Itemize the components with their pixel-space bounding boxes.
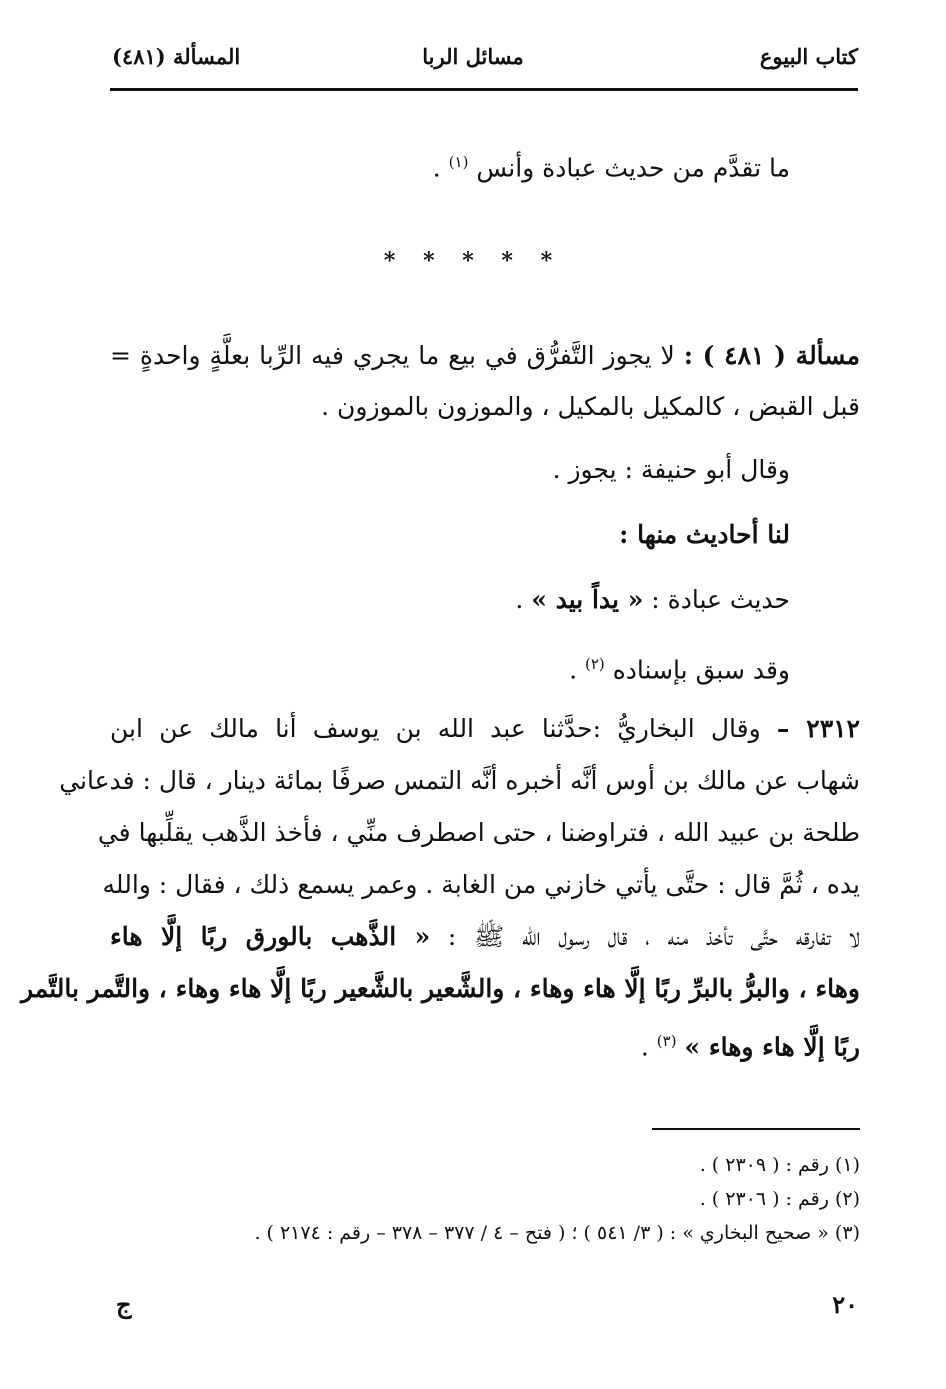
sabaqa-end: . — [569, 655, 578, 685]
section-divider-stars: * * * * * — [383, 248, 563, 274]
hadith-2312-line-5-text: لا تفارقه حتَّى تأخذ منه ، قال رسول الله ﷺ : — [447, 922, 860, 951]
issue-line-1-text: لا يجوز التَّفرُّق في بيع ما يجري فيه الرِّبا بعلَّةٍ واحدةٍ = — [110, 341, 675, 370]
signature-mark: ج — [116, 1290, 132, 1319]
hadith-ubada-line — [110, 576, 860, 624]
hadith-2312-line-3: طلحة بن عبيد الله ، فتراوضنا ، حتى اصطرف منِّي ، فأخذ الذَّهب يقلِّبها في — [97, 818, 860, 847]
hadith-ubada-end: . — [515, 585, 524, 614]
footnote-rule — [652, 1128, 860, 1130]
hadith-2312-line-1-text: وقال البخاريُّ :حدَّثنا عبد الله بن يوسف أنا مالك عن ابن — [110, 714, 761, 743]
page-number: ٢٠ — [832, 1290, 858, 1319]
hadith-2312-line-7 — [110, 1017, 860, 1065]
footnote-3: (٣) « صحيح البخاري » : ( ٣/ ٥٤١ ) ؛ ( فتح – ٤ / ٣٧٧ – ٣٧٨ – رقم : ٢١٧٤ ) . — [254, 1222, 860, 1244]
header-chapter-title: مسائل الربا — [422, 44, 524, 69]
hadith-2312-line-6: وهاء ، والبرُّ بالبرِّ ربًا إلَّا هاء وهاء ، والشَّعير بالشَّعير ربًا إلَّا هاء وهاء ، والتَّمر بالتَّمر — [20, 974, 860, 1003]
footnote-ref-3: (٣) — [656, 1032, 677, 1050]
hadith-number: ٢٣١٢ – — [776, 714, 860, 743]
header-issue-number: المسألة (٤٨١) — [112, 44, 241, 69]
abu-hanifa-line: وقال أبو حنيفة : يجوز . — [552, 455, 790, 484]
hadith-2312-line-2: شهاب عن مالك بن أوس أنَّه أخبره أنَّه التمس صرفًا بمائة دينار ، قال : فدعاني — [59, 766, 860, 795]
footnote-2: (٢) رقم : ( ٢٣٠٦ ) . — [699, 1188, 860, 1210]
hadith-2312-line-4: يده ، ثُمَّ قال : حتَّى يأتي خازني من الغابة . وعمر يسمع ذلك ، فقال : والله — [102, 870, 860, 899]
header-rule — [110, 88, 858, 91]
intro-end: . — [432, 153, 441, 183]
issue-line-2: قبل القبض ، كالمكيل بالمكيل ، والموزون بالموزون . — [321, 392, 860, 421]
intro-text: ما تقدَّم من حديث عبادة وأنس — [476, 153, 790, 183]
intro-line — [110, 138, 860, 186]
hadith-ubada-prefix: حديث عبادة : — [651, 585, 790, 614]
footnote-ref-2: (٢) — [584, 655, 605, 673]
hadith-2312-line-1 — [110, 705, 860, 753]
hadith-2312-line-7-text: ربًا إلَّا هاء وهاء » — [684, 1032, 860, 1062]
hadith-2312-line-7-end: . — [640, 1032, 649, 1062]
footnote-1: (١) رقم : ( ٢٣٠٩ ) . — [699, 1154, 860, 1176]
issue-label: مسألة ( ٤٨١ ) : — [683, 341, 860, 370]
evidence-heading: لنا أحاديث منها : — [619, 520, 790, 549]
hadith-2312-line-5 — [110, 913, 860, 961]
issue-line-1 — [110, 332, 860, 380]
sabaqa-text: وقد سبق بإسناده — [612, 655, 790, 685]
hadith-ubada-quote: « يداً بيد » — [531, 585, 644, 614]
sabaqa-line — [110, 640, 860, 688]
footnote-ref-1: (١) — [448, 153, 469, 171]
hadith-2312-prophetic-quote-start: « الذَّهب بالورق ربًا إلَّا هاء — [110, 922, 431, 951]
header-book-title: كتاب البيوع — [759, 44, 858, 69]
